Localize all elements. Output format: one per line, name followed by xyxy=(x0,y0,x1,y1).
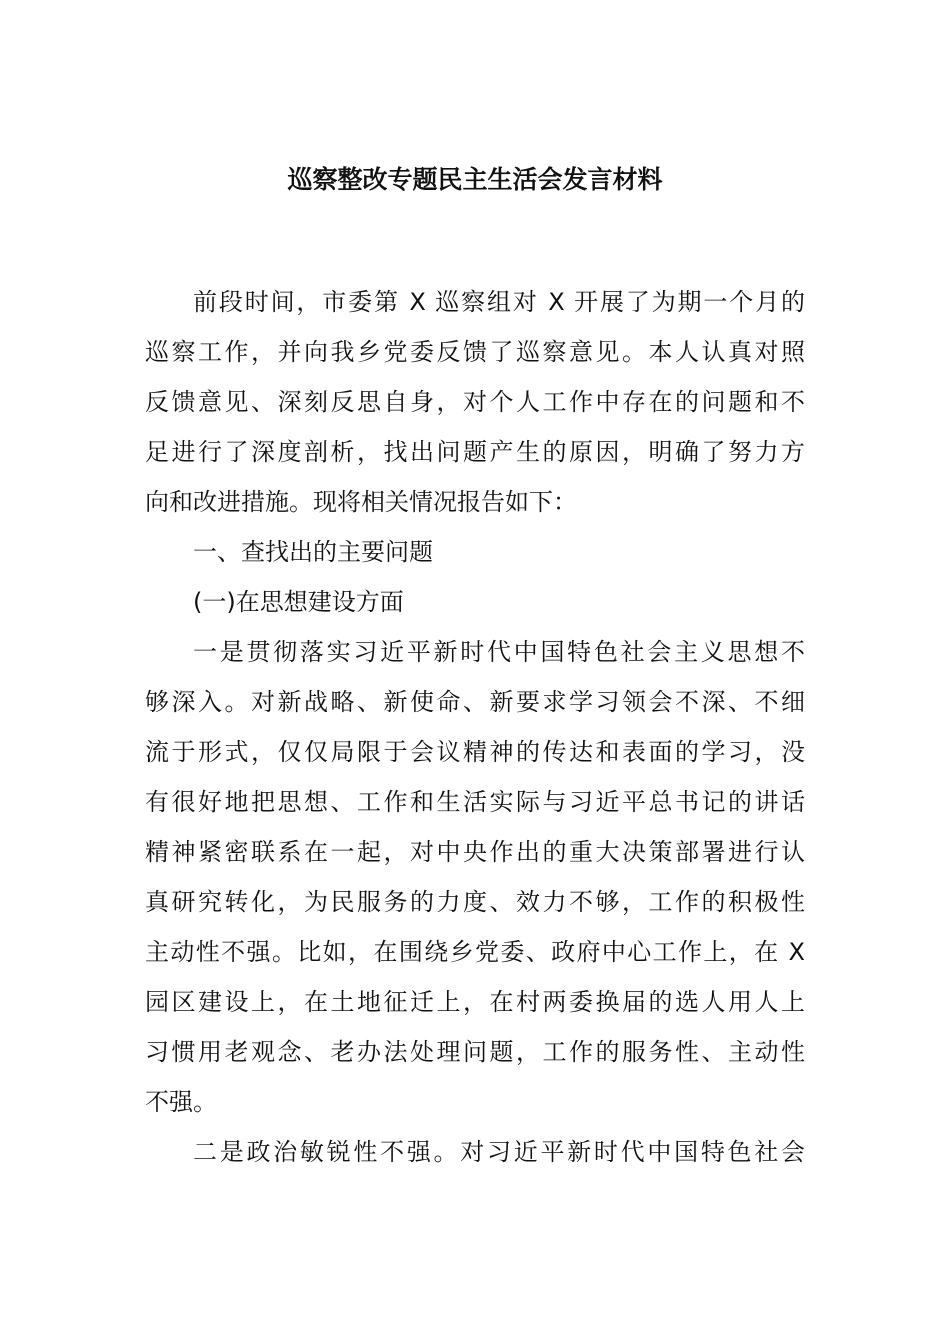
paragraph-line: 精神紧密联系在一起，对中央作出的重大决策部署进行认 xyxy=(145,838,805,866)
subsection-heading: (一)在思想建设方面 xyxy=(193,588,404,616)
paragraph-line: 够深入。对新战略、新使命、新要求学习领会不深、不细 xyxy=(145,688,805,716)
paragraph-line: 巡察工作，并向我乡党委反馈了巡察意见。本人认真对照 xyxy=(145,338,805,366)
paragraph-line: 反馈意见、深刻反思自身，对个人工作中存在的问题和不 xyxy=(145,388,805,416)
paragraph-line: 足进行了深度剖析，找出问题产生的原因，明确了努力方 xyxy=(145,438,805,466)
paragraph-line: 有很好地把思想、工作和生活实际与习近平总书记的讲话 xyxy=(145,788,805,816)
paragraph-line: 习惯用老观念、老办法处理问题，工作的服务性、主动性 xyxy=(145,1038,805,1066)
section-heading: 一、查找出的主要问题 xyxy=(193,538,433,566)
paragraph-line: 不强。 xyxy=(145,1088,217,1116)
paragraph-line: 前段时间，市委第 X 巡察组对 X 开展了为期一个月的 xyxy=(193,288,805,316)
paragraph-line: 向和改进措施。现将相关情况报告如下： xyxy=(145,488,577,516)
paragraph-line: 园区建设上，在土地征迁上，在村两委换届的选人用人上 xyxy=(145,988,805,1016)
paragraph-line: 流于形式，仅仅局限于会议精神的传达和表面的学习，没 xyxy=(145,738,805,766)
document-body xyxy=(145,282,805,1182)
paragraph-line: 主动性不强。比如，在围绕乡党委、政府中心工作上，在 X xyxy=(145,938,805,966)
paragraph-line: 二是政治敏锐性不强。对习近平新时代中国特色社会 xyxy=(193,1138,805,1166)
paragraph-line: 一是贯彻落实习近平新时代中国特色社会主义思想不 xyxy=(193,638,805,666)
document-title: 巡察整改专题民主生活会发言材料 xyxy=(287,165,663,194)
paragraph-line: 真研究转化，为民服务的力度、效力不够，工作的积极性 xyxy=(145,888,805,916)
